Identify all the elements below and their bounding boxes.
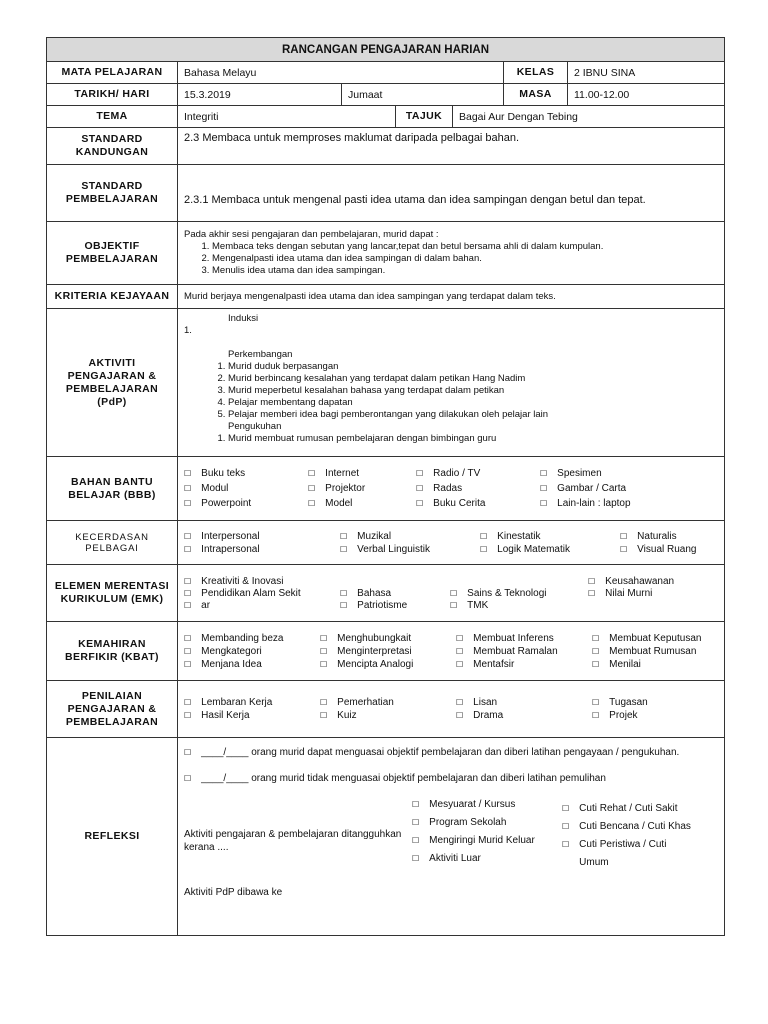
mata-pelajaran-value: Bahasa Melayu [178, 62, 504, 84]
objektif-intro: Pada akhir sesi pengajaran dan pembelajaran, murid dapat : [184, 229, 439, 240]
checkbox-icon[interactable]: ☐ [456, 698, 464, 707]
standard-kandungan-label: STANDARD KANDUNGAN [47, 128, 178, 165]
checkbox-icon[interactable]: ☐ [340, 588, 348, 598]
kbat-item[interactable]: ☐ Menghubungkait [320, 632, 412, 644]
kecerdasan-item[interactable]: ☐ Visual Ruang [620, 543, 697, 555]
checkbox-icon[interactable]: ☐ [184, 600, 192, 610]
masa-value: 11.00-12.00 [568, 84, 725, 106]
checkbox-icon[interactable]: ☐ [184, 544, 192, 554]
induksi-heading: Induksi [228, 313, 259, 324]
checkbox-icon[interactable]: ☐ [412, 836, 420, 845]
kbat-item[interactable]: ☐ Membanding beza [184, 632, 284, 644]
checkbox-icon[interactable]: ☐ [450, 588, 458, 598]
checkbox-icon[interactable]: ☐ [184, 646, 192, 656]
emk-item[interactable]: ☐ Bahasa [340, 587, 392, 599]
perkembangan-item: 4. Pelajar membentang dapatan [228, 397, 718, 409]
checkbox-icon[interactable]: ☐ [456, 633, 464, 643]
aktiviti-label: AKTIVITI PENGAJARAN & PEMBELAJARAN (PdP) [47, 309, 178, 457]
perkembangan-item: 3. Murid meperbetul kesalahan bahasa yang terdapat dalam petikan [228, 385, 718, 397]
kbat-item[interactable]: ☐ Menilai [592, 658, 641, 670]
tajuk-value: Bagai Aur Dengan Tebing [453, 106, 725, 128]
aktiviti-content [178, 309, 725, 457]
objektif-item: 3. Menulis idea utama dan idea sampingan. [212, 265, 718, 277]
checkbox-icon[interactable]: ☐ [308, 499, 316, 508]
bbb-item[interactable]: ☐ Spesimen [540, 468, 602, 479]
emk-item[interactable]: ☐ Pendidikan Alam Sekit [184, 587, 301, 599]
emk-item[interactable]: ☐ Keusahawanan [588, 575, 675, 587]
penilaian-item[interactable]: ☐ Kuiz [320, 710, 357, 721]
reason-item[interactable]: ☐ Aktiviti Luar [412, 853, 481, 864]
rph-document [46, 37, 724, 936]
checkbox-icon[interactable]: ☐ [588, 576, 596, 586]
reason-item[interactable]: ☐ Mengiringi Murid Keluar [412, 835, 535, 846]
refleksi-line-1[interactable]: ☐ ____/____ orang murid dapat menguasai objektif pembelajaran dan diberi latihan pengayaan / pengukuhan. [184, 747, 680, 758]
checkbox-icon[interactable]: ☐ [416, 469, 424, 478]
checkbox-icon[interactable]: ☐ [540, 484, 548, 493]
checkbox-icon[interactable]: ☐ [416, 499, 424, 508]
checkbox-icon[interactable]: ☐ [450, 600, 458, 610]
kecerdasan-label: KECERDASAN PELBAGAI [47, 521, 178, 565]
checkbox-icon[interactable]: ☐ [340, 600, 348, 610]
standard-kandungan-text: 2.3 Membaca untuk memproses maklumat daripada pelbagai bahan. [178, 128, 725, 165]
kbat-item[interactable]: ☐ Mentafsir [456, 658, 515, 670]
perkembangan-heading: Perkembangan [228, 349, 293, 360]
checkbox-icon[interactable]: ☐ [320, 698, 328, 707]
checkbox-icon[interactable]: ☐ [184, 576, 192, 586]
kecerdasan-item[interactable]: ☐ Kinestatik [480, 530, 541, 542]
kelas-label: KELAS [504, 62, 568, 84]
kbat-label: KEMAHIRAN BERFIKIR (KBAT) [47, 622, 178, 681]
kbat-grid [184, 633, 718, 670]
checkbox-icon[interactable]: ☐ [340, 544, 348, 554]
hari-value: Jumaat [342, 84, 504, 106]
penilaian-label: PENILAIAN PENGAJARAN & PEMBELAJARAN [47, 681, 178, 738]
checkbox-icon[interactable]: ☐ [184, 499, 192, 508]
perkembangan-item: 2. Murid berbincang kesalahan yang terdapat dalam petikan Hang Nadim [228, 373, 718, 385]
bbb-item[interactable]: ☐ Buku teks [184, 468, 246, 479]
emk-grid [184, 576, 718, 611]
emk-item[interactable]: ☐ Kreativiti & Inovasi [184, 575, 284, 587]
checkbox-icon[interactable]: ☐ [480, 544, 488, 554]
kbat-item[interactable]: ☐ Membuat Ramalan [456, 645, 558, 657]
refleksi-reasons-right [562, 796, 712, 872]
emk-label: ELEMEN MERENTASI KURIKULUM (EMK) [47, 565, 178, 622]
page-title: RANCANGAN PENGAJARAN HARIAN [47, 38, 725, 62]
checkbox-icon[interactable]: ☐ [184, 698, 192, 707]
standard-pembelajaran-text: 2.3.1 Membaca untuk mengenal pasti idea utama dan idea sampingan dengan betul dan tepat. [178, 165, 725, 222]
bbb-item[interactable]: ☐ Model [308, 498, 353, 509]
bbb-item[interactable]: ☐ Lain-lain : laptop [540, 498, 631, 509]
checkbox-icon[interactable]: ☐ [480, 531, 488, 541]
penilaian-grid [184, 697, 718, 721]
emk-content [178, 565, 725, 622]
checkbox-icon[interactable]: ☐ [592, 659, 600, 669]
checkbox-icon[interactable]: ☐ [592, 646, 600, 656]
kecerdasan-item[interactable]: ☐ Naturalis [620, 530, 677, 542]
penilaian-item[interactable]: ☐ Lembaran Kerja [184, 697, 273, 708]
kriteria-text: Murid berjaya mengenalpasti idea utama dan idea sampingan yang terdapat dalam teks. [178, 285, 725, 309]
emk-item[interactable]: ☐ Nilai Murni [588, 587, 653, 599]
refleksi-content [178, 738, 725, 936]
penilaian-item[interactable]: ☐ Lisan [456, 697, 498, 708]
checkbox-icon[interactable]: ☐ [592, 711, 600, 720]
kriteria-label: KRITERIA KEJAYAAN [47, 285, 178, 309]
bbb-item[interactable]: ☐ Powerpoint [184, 498, 252, 509]
penilaian-item[interactable]: ☐ Drama [456, 710, 504, 721]
refleksi-line-2[interactable]: ☐ ____/____ orang murid tidak menguasai objektif pembelajaran dan diberi latihan pemulihan [184, 773, 606, 784]
kecerdasan-item[interactable]: ☐ Interpersonal [184, 530, 260, 542]
objektif-label: OBJEKTIF PEMBELAJARAN [47, 222, 178, 285]
penilaian-item[interactable]: ☐ Tugasan [592, 697, 648, 708]
emk-item[interactable]: ☐ TMK [450, 599, 489, 611]
checkbox-icon[interactable]: ☐ [562, 804, 570, 813]
kbat-item[interactable]: ☐ Membuat Rumusan [592, 645, 697, 657]
kecerdasan-item[interactable]: ☐ Logik Matematik [480, 543, 570, 555]
kelas-value: 2 IBNU SINA [568, 62, 725, 84]
rph-table [46, 37, 725, 936]
bbb-grid [184, 468, 718, 509]
checkbox-icon[interactable]: ☐ [412, 818, 420, 827]
checkbox-icon[interactable]: ☐ [184, 588, 192, 598]
penilaian-item[interactable]: ☐ Hasil Kerja [184, 710, 250, 721]
kbat-item[interactable]: ☐ Menjana Idea [184, 658, 262, 670]
refleksi-dibawa: Aktiviti PdP dibawa ke [184, 887, 283, 898]
checkbox-icon[interactable]: ☐ [540, 499, 548, 508]
pengukuhan-item: 1. Murid membuat rumusan pembelajaran dengan bimbingan guru [228, 433, 718, 445]
bbb-item[interactable]: ☐ Buku Cerita [416, 498, 486, 509]
refleksi-label: REFLEKSI [47, 738, 178, 936]
checkbox-icon[interactable]: ☐ [620, 531, 628, 541]
bbb-item[interactable]: ☐ Projektor [308, 483, 366, 494]
tajuk-label: TAJUK [396, 106, 453, 128]
checkbox-icon[interactable]: ☐ [456, 646, 464, 656]
reason-item[interactable]: ☐ Cuti Bencana / Cuti Khas [562, 821, 691, 832]
objektif-item: 1. Membaca teks dengan sebutan yang lancar,tepat dan betul bersama ahli di dalam kumpulan. [212, 241, 718, 253]
perkembangan-item: 1. Murid duduk berpasangan [228, 361, 718, 373]
tema-value: Integriti [178, 106, 396, 128]
checkbox-icon[interactable]: ☐ [184, 748, 192, 757]
kecerdasan-content [178, 521, 725, 565]
checkbox-icon[interactable]: ☐ [562, 840, 570, 849]
tema-label: TEMA [47, 106, 178, 128]
bbb-item[interactable]: ☐ Modul [184, 483, 229, 494]
penilaian-item[interactable]: ☐ Pemerhatian [320, 697, 394, 708]
checkbox-icon[interactable]: ☐ [416, 484, 424, 493]
checkbox-icon[interactable]: ☐ [308, 469, 316, 478]
checkbox-icon[interactable]: ☐ [184, 774, 192, 783]
checkbox-icon[interactable]: ☐ [412, 800, 420, 809]
checkbox-icon[interactable]: ☐ [184, 711, 192, 720]
checkbox-icon[interactable]: ☐ [308, 484, 316, 493]
kbat-item[interactable]: ☐ Mencipta Analogi [320, 658, 414, 670]
reason-item[interactable]: ☐ Cuti Rehat / Cuti Sakit [562, 803, 678, 814]
perkembangan-item: 5. Pelajar memberi idea bagi pemberontangan yang dilakukan oleh pelajar lain [228, 409, 718, 421]
emk-item[interactable]: ☐ ar [184, 599, 211, 611]
bbb-content [178, 457, 725, 521]
tarikh-value: 15.3.2019 [178, 84, 342, 106]
checkbox-icon[interactable]: ☐ [184, 659, 192, 669]
penilaian-content [178, 681, 725, 738]
bbb-item[interactable]: ☐ Radas [416, 483, 463, 494]
reason-item[interactable]: ☐ Mesyuarat / Kursus [412, 799, 516, 810]
checkbox-icon[interactable]: ☐ [184, 531, 192, 541]
refleksi-tangguh-row [184, 796, 718, 872]
checkbox-icon[interactable]: ☐ [592, 633, 600, 643]
reason-item[interactable]: ☐ Program Sekolah [412, 817, 507, 828]
checkbox-icon[interactable]: ☐ [184, 469, 192, 478]
checkbox-icon[interactable]: ☐ [320, 711, 328, 720]
kbat-item[interactable]: ☐ Menginterpretasi [320, 645, 412, 657]
kbat-item[interactable]: ☐ Mengkategori [184, 645, 262, 657]
kecerdasan-grid [184, 531, 718, 555]
kecerdasan-item[interactable]: ☐ Intrapersonal [184, 543, 260, 555]
kecerdasan-item[interactable]: ☐ Muzikal [340, 530, 392, 542]
kbat-item[interactable]: ☐ Membuat Keputusan [592, 632, 702, 644]
kecerdasan-item[interactable]: ☐ Verbal Linguistik [340, 543, 430, 555]
bbb-label: BAHAN BANTU BELAJAR (BBB) [47, 457, 178, 521]
checkbox-icon[interactable]: ☐ [184, 484, 192, 493]
bbb-item[interactable]: ☐ Internet [308, 468, 360, 479]
objektif-content [178, 222, 725, 285]
standard-pembelajaran-label: STANDARD PEMBELAJARAN [47, 165, 178, 222]
checkbox-icon[interactable]: ☐ [456, 711, 464, 720]
mata-pelajaran-label: MATA PELAJARAN [47, 62, 178, 84]
checkbox-icon[interactable]: ☐ [320, 633, 328, 643]
refleksi-reasons-left [412, 796, 562, 872]
checkbox-icon[interactable]: ☐ [184, 633, 192, 643]
checkbox-icon[interactable]: ☐ [456, 659, 464, 669]
pengukuhan-heading: Pengukuhan [228, 421, 282, 432]
checkbox-icon[interactable]: ☐ [320, 659, 328, 669]
penilaian-item[interactable]: ☐ Projek [592, 710, 638, 721]
checkbox-icon[interactable]: ☐ [320, 646, 328, 656]
checkbox-icon[interactable]: ☐ [340, 531, 348, 541]
checkbox-icon[interactable]: ☐ [540, 469, 548, 478]
checkbox-icon[interactable]: ☐ [620, 544, 628, 554]
induksi-number: 1. [184, 325, 192, 336]
kbat-content [178, 622, 725, 681]
refleksi-tangguh-text: Aktiviti pengajaran & pembelajaran ditangguhkan kerana .... [184, 829, 402, 853]
checkbox-icon[interactable]: ☐ [412, 854, 420, 863]
tarikh-label: TARIKH/ HARI [47, 84, 178, 106]
kbat-item[interactable]: ☐ Membuat Inferens [456, 632, 554, 644]
bbb-item[interactable]: ☐ Radio / TV [416, 468, 481, 479]
checkbox-icon[interactable]: ☐ [562, 822, 570, 831]
emk-item[interactable]: ☐ Sains & Teknologi [450, 587, 547, 599]
reason-item[interactable]: ☐ Cuti Peristiwa / Cuti Umum [562, 836, 712, 872]
masa-label: MASA [504, 84, 568, 106]
emk-item[interactable]: ☐ Patriotisme [340, 599, 408, 611]
checkbox-icon[interactable]: ☐ [592, 698, 600, 707]
bbb-item[interactable]: ☐ Gambar / Carta [540, 483, 627, 494]
checkbox-icon[interactable]: ☐ [588, 588, 596, 598]
objektif-item: 2. Mengenalpasti idea utama dan idea sampingan di dalam bahan. [212, 253, 718, 265]
